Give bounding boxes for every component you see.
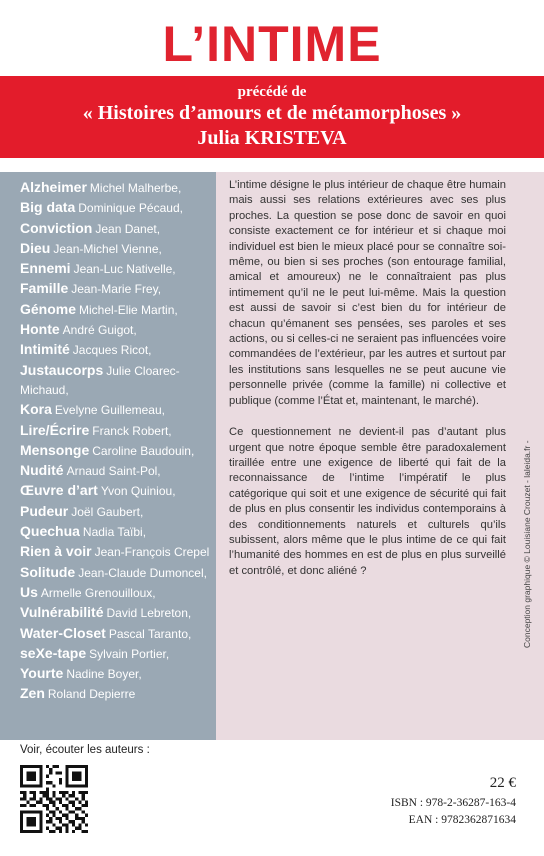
entry-keyword: Justaucorps	[20, 361, 104, 378]
entry-keyword: Yourte	[20, 665, 64, 682]
list-item	[20, 361, 212, 401]
entry-author: Dominique Pécaud,	[78, 201, 183, 216]
entry-keyword: Famille	[20, 280, 69, 297]
entry-keyword: Rien à voir	[20, 543, 92, 560]
preceded-label: précédé de	[237, 84, 307, 100]
entry-author: Pascal Taranto,	[108, 626, 192, 641]
list-item	[20, 259, 212, 279]
entry-keyword: Honte	[20, 321, 60, 338]
entry-author: Armelle Grenouilloux,	[40, 585, 156, 600]
entry-keyword: Alzheimer	[20, 179, 87, 195]
list-item	[20, 664, 212, 684]
entry-keyword: Génome	[20, 300, 77, 317]
entry-keyword: Pudeur	[20, 502, 69, 519]
list-item	[20, 624, 212, 644]
summary-paragraph: L’intime désigne le plus intérieur de chaque être humain mais aussi ses relations extérieures avec ses plus proches. La question se pose donc de savoir en quoi consiste exactement ce for intérieur et si chaque moi individuel est bien le mieux placé pour se connaître soi-même, ou bien si ses proches (son entourage familial, amical et amoureux) ne le connaîtraient pas plus intimement qu’il ne le peut lui-même. Mais la question est aussi de savoir si c’est bien du for intérieur de chacun qu’émanent ses pensées, ses paroles et ses actions, ou si celles-ci ne seraient pas influencées voire commandées de l’extérieur, par les autres et surtout par les institutions sans lesquelles ne se peut aucune vie personnelle privée (comme la famille) ni collective et publique (comme l’État et, maintenant, le marché).	[229, 179, 506, 407]
entry-author: Nadia Taïbi,	[82, 525, 147, 540]
entry-author: Michel-Elie Martin,	[79, 302, 178, 317]
list-item	[20, 239, 212, 259]
list-item	[20, 583, 212, 603]
entry-author: Franck Robert,	[92, 423, 172, 438]
entry-keyword: Ennemi	[20, 260, 71, 277]
entry-author: Jean Danet,	[95, 221, 161, 236]
list-item	[20, 542, 212, 562]
entry-author: Nadine Boyer,	[66, 667, 142, 682]
list-item	[20, 421, 212, 441]
entry-keyword: Quechua	[20, 523, 80, 540]
entry-keyword: Big data	[20, 199, 76, 216]
entry-author: André Guigot,	[62, 323, 137, 338]
entry-author: Jean-Michel Vienne,	[53, 241, 162, 256]
list-item	[20, 400, 212, 420]
entry-author: Joël Gaubert,	[71, 504, 144, 519]
title-banner	[0, 76, 544, 158]
list-item	[20, 644, 212, 664]
entry-author: Arnaud Saint-Pol,	[66, 464, 161, 479]
entry-keyword: Solitude	[20, 563, 76, 580]
list-item	[20, 563, 212, 583]
list-item	[20, 481, 212, 501]
list-item	[20, 300, 212, 320]
entry-author: Sylvain Portier,	[89, 646, 170, 661]
qr-code-icon[interactable]	[20, 765, 88, 833]
entry-keyword: Lire/Écrire	[20, 421, 90, 438]
entry-keyword: seXe-tape	[20, 644, 87, 661]
entry-author: Jean-Claude Dumoncel,	[78, 565, 207, 580]
entry-author: Jacques Ricot,	[72, 343, 152, 358]
entry-author: Roland Depierre	[47, 687, 136, 702]
entry-author: Yvon Quiniou,	[100, 484, 176, 499]
entry-keyword: Nudité	[20, 462, 64, 479]
entry-author: David Lebreton,	[106, 606, 192, 621]
summary-panel	[216, 172, 544, 740]
list-item	[20, 219, 212, 239]
entry-keyword: Vulnérabilité	[20, 604, 104, 621]
entry-author: Caroline Baudouin,	[92, 443, 195, 458]
list-item	[20, 340, 212, 360]
list-item	[20, 441, 212, 461]
list-item	[20, 502, 212, 522]
entry-keyword: Us	[20, 583, 38, 600]
price: 22 €	[489, 775, 516, 791]
entry-keyword: Œuvre d’art	[20, 482, 98, 499]
list-item	[20, 320, 212, 340]
listen-authors-label: Voir, écouter les auteurs :	[20, 744, 150, 756]
entry-author: Jean-Marie Frey,	[71, 282, 162, 297]
list-item	[20, 461, 212, 481]
entry-author: Jean-Luc Nativelle,	[73, 262, 176, 277]
entry-keyword: Zen	[20, 685, 45, 702]
entry-keyword: Intimité	[20, 341, 70, 358]
entry-keyword: Dieu	[20, 239, 51, 256]
list-item	[20, 522, 212, 542]
entry-author: Jean-François Crepel	[94, 545, 210, 560]
design-credit: Conception graphique © Louisiane Crouzet - laleida.fr -	[522, 440, 532, 648]
list-item	[20, 684, 212, 704]
entry-keyword: Conviction	[20, 219, 93, 236]
contributors-list	[0, 172, 216, 740]
entry-author: Evelyne Guillemeau,	[54, 403, 165, 418]
summary-paragraph: Ce questionnement ne devient-il pas d’autant plus urgent que notre époque semble être paradoxalement tiraillée entre une exigence de liberté qui fait de la reconnaissance de l’intime l’impératif le plus catégorique qui soit et une exigence de sécurité qui fait de plus en plus consentir les individus contemporains à des conditionnements naturels et culturels qu’ils subissent, alors même que le plus intime de ce qui fait l’humanité des hommes en est de plus en plus surveillé et contrôlé, et donc aliéné ?	[229, 426, 506, 577]
entry-author: Michel Malherbe,	[89, 181, 182, 195]
book-title: L’INTIME	[162, 16, 382, 72]
subtitle: « Histoires d’amours et de métamorphoses »	[82, 102, 462, 124]
list-item	[20, 198, 212, 218]
entry-author: Julie Cloarec-Michaud,	[20, 363, 180, 397]
author-name: Julia KRISTEVA	[197, 127, 347, 149]
entry-keyword: Water-Closet	[20, 624, 106, 641]
ean-number: EAN : 9782362871634	[408, 814, 516, 826]
list-item	[20, 178, 212, 198]
list-item	[20, 279, 212, 299]
entry-keyword: Mensonge	[20, 441, 90, 458]
isbn-number: ISBN : 978-2-36287-163-4	[390, 797, 516, 809]
list-item	[20, 603, 212, 623]
entry-keyword: Kora	[20, 401, 52, 418]
